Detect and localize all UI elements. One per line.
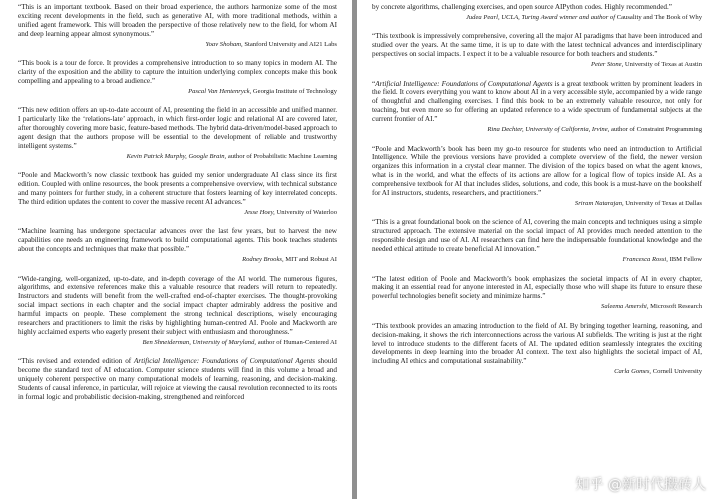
testimonial-attribution [18, 88, 337, 96]
testimonial-affiliation: IBM Fellow [669, 256, 702, 264]
testimonial-attribution [372, 126, 702, 134]
testimonial-attribution [372, 256, 702, 264]
testimonial-affiliation: Stanford University and AI21 Labs [244, 40, 337, 48]
testimonial [18, 3, 337, 49]
testimonial-quote: “This new edition offers an up-to-date account of AI, presenting the field in an accessible and unified manner. I particularly like the ‘relations-late’ approach, in which first-order logic and relational AI are covered later, after thoroughly covering more basic, feature-based methods. The hybrid data-driven/model-based approach to agent design that the authors propose will be essential to the development of reliable and trustworthy intelligent systems.” [18, 106, 337, 150]
left-page [0, 0, 352, 499]
testimonial [18, 59, 337, 96]
testimonial-quote: “Poole and Mackworth’s book has been my go-to resource for students who need an introduction to Artificial Intelligence. While the previous versions have provided a complete overview of the field, the newer version organizes this information in a crystal clear manner. The division of the topics based on what the agent knows, what is in the world, and what the effects of its actions are allow for a logical flow of topics inside AI. As a comprehensive textbook for AI that includes slides, solutions, and code, this book is a must-have on the bookshelf for AI instructors, students, researchers, and practitioners.” [372, 144, 702, 198]
watermark [576, 474, 706, 494]
testimonial [372, 275, 702, 312]
testimonial-affiliation: Causality and The Book of Why [616, 13, 702, 21]
testimonial [372, 145, 702, 208]
testimonial [18, 106, 337, 161]
testimonial-quote: “Machine learning has undergone spectacular advances over the last few years, but to harvest the new capabilities one needs an engineering framework to build computational agents. This book teaches students about the concepts and techniques that make that possible.” [18, 227, 337, 254]
testimonial-author: Rina Dechter, University of California, Irvine, [487, 126, 610, 134]
testimonial [372, 322, 702, 377]
testimonial-quote: “Wide-ranging, well-organized, up-to-date, and in-depth coverage of the AI world. The numerous figures, algorithms, and extensive references make this a valuable resource that readers will return to repeatedly. Instructors and students will benefit from the well-crafted end-of-chapter exercises. The thought-provoking social impact sections in each chapter and the social impact chapter admirably address the positive and harmful impacts on people. These complement the strong technical descriptions, wisely encouraging researchers and practitioners to limit the risks by highlighting human-centred AI. Poole and Mackworth are highly acclaimed experts who eagerly present their subject with enthusiasm and thoroughness.” [18, 274, 337, 337]
testimonial-author: Ben Shneiderman, University of Maryland, [142, 339, 257, 346]
testimonial-author: Saleema Amershi, [601, 303, 649, 311]
testimonial-attribution [18, 339, 337, 347]
testimonial-author: Rodney Brooks, [242, 256, 284, 264]
testimonial-author: Kevin Patrick Murphy, Google Brain, [126, 152, 227, 160]
testimonial-attribution [18, 153, 337, 161]
testimonial-quote: “The latest edition of Poole and Mackworth’s book emphasizes the societal impacts of AI in every chapter, making it an essential read for anyone interested in AI, especially those who will shape its future to ensure these powerful technologies benefit society and minimize harms.” [372, 274, 702, 301]
testimonial [18, 227, 337, 264]
testimonial-attribution [18, 209, 337, 217]
testimonial-affiliation: University of Waterloo [276, 208, 337, 216]
testimonial-affiliation: University of Texas at Dallas [625, 200, 702, 208]
testimonial-attribution [372, 200, 702, 208]
testimonial-quote: by concrete algorithms, challenging exercises, and open source AIPython codes. Highly recommended.” [372, 3, 672, 11]
testimonial-affiliation: Cornell University [652, 368, 702, 376]
testimonial-author: Francesca Rossi, [622, 256, 668, 264]
right-page [357, 0, 720, 499]
testimonial-quote: “This textbook provides an amazing introduction to the field of AI. By bringing together learning, reasoning, and decision-making, it shows the rich interconnections across the various AI subfields. The writing is just at the right level to introduce students to the different facets of AI. The updated edition seamlessly integrates the exciting developments in deep learning into the broader AI context. The text also highlights the societal impact of AI, including AI ethics and computational sustainability.” [372, 321, 702, 366]
testimonial [18, 357, 337, 402]
testimonial-author: Carla Gomes, [614, 368, 652, 376]
testimonial-quote: “This textbook is impressively comprehensive, covering all the major AI paradigms that have been introduced and studied over the years. At the same time, it is up to date with the latest technical advances and interdisciplinary perspectives on social impacts. I expect it to be a valuable resource for both teachers and students.” [372, 32, 702, 59]
watermark-text: 知乎 @新时代搬砖人 [575, 477, 706, 493]
testimonial [18, 275, 337, 347]
testimonial-affiliation: MIT and Robust AI [285, 256, 337, 264]
testimonial-author: Judea Pearl, UCLA, Turing Award winner and author of [465, 13, 616, 21]
testimonial [372, 218, 702, 264]
testimonial-attribution [18, 41, 337, 49]
testimonial [372, 80, 702, 135]
testimonial-author: Pascal Van Hentenryck, [188, 87, 252, 95]
testimonial-quote: “Poole and Mackworth’s now classic textbook has guided my senior undergraduate AI class since its first edition. Coupled with online resources, the book presents a comprehensive overview, with technical substance and many pointers for further study, in a coherent structure that fosters learning of key interrelated concepts. The third edition updates the content to cover the massive recent AI advances.” [18, 171, 337, 207]
testimonial-affiliation: University of Texas at Austin [624, 61, 702, 69]
testimonial-attribution [372, 303, 702, 311]
testimonial-author: Yoav Shoham, [205, 40, 243, 48]
testimonial-affiliation: author of Probabilistic Machine Learning [227, 152, 337, 160]
testimonial-quote: “This book is a tour de force. It provides a comprehensive introduction to so many topics in modern AI. The clarity of the exposition and the ability to capture the intuition underlying complex concepts make this book compelling and appealing to a broad audience.” [18, 59, 337, 85]
testimonial-quote: “This is a great foundational book on the science of AI, covering the main concepts and techniques using a simple structured approach. The extensive material on the social impact of AI provides much needed attention to the responsible design and use of AI. AI researchers can find here the indispensable foundational knowledge and the needed ethical attitude to create beneficial AI innovation.” [372, 218, 702, 254]
testimonial-author: Sriram Natarajan, [574, 200, 624, 208]
testimonial-quote: “This revised and extended edition of Artificial Intelligence: Foundations of Computational Agents should become the standard text of AI education. Computer science students will find in this volume a broad and uniquely coherent perspective on many computational models of learning, reasoning, and decision-making. Students of causal inference, in particular, will rejoice at viewing the causal revolution reconnected to its roots in formal logic and probabilistic decision-making, strengthened and reinforced [18, 357, 337, 402]
testimonial-author: Jesse Hoey, [244, 208, 275, 216]
testimonial-attribution [18, 256, 337, 264]
testimonial-quote: “This is an important textbook. Based on their broad experience, the authors harmonize some of the most exciting recent developments in the field, such as generative AI, with more traditional methods, within a unified agent framework. This will broaden the perspective of those relatively new to the field, for whom AI and deep learning appear almost synonymous.” [18, 3, 337, 38]
testimonial-attribution [372, 61, 702, 69]
testimonial-affiliation: Georgia Institute of Technology [252, 87, 337, 95]
testimonial [372, 3, 702, 22]
testimonial-affiliation: Microsoft Research [650, 303, 702, 311]
testimonial-attribution [372, 368, 702, 376]
testimonial-affiliation: author of Human-Centered AI [257, 339, 337, 346]
testimonial-affiliation: author of Constraint Programming [610, 126, 702, 134]
testimonial [372, 32, 702, 69]
testimonial-attribution [372, 14, 702, 22]
testimonial-quote: “Artificial Intelligence: Foundations of Computational Agents is a great textbook written by prominent leaders in the field. It covers everything you want to know about AI in a very accessible style, accompanied by a wide range of thoughtful and challenging exercises. I find this book to be an extremely valuable resource, not only for teaching, but even more so for offering an updated reference to a wide spectrum of fundamental subjects at the current frontier of AI.” [372, 79, 702, 124]
testimonial [18, 171, 337, 217]
testimonial-author: Peter Stone, [591, 61, 624, 69]
